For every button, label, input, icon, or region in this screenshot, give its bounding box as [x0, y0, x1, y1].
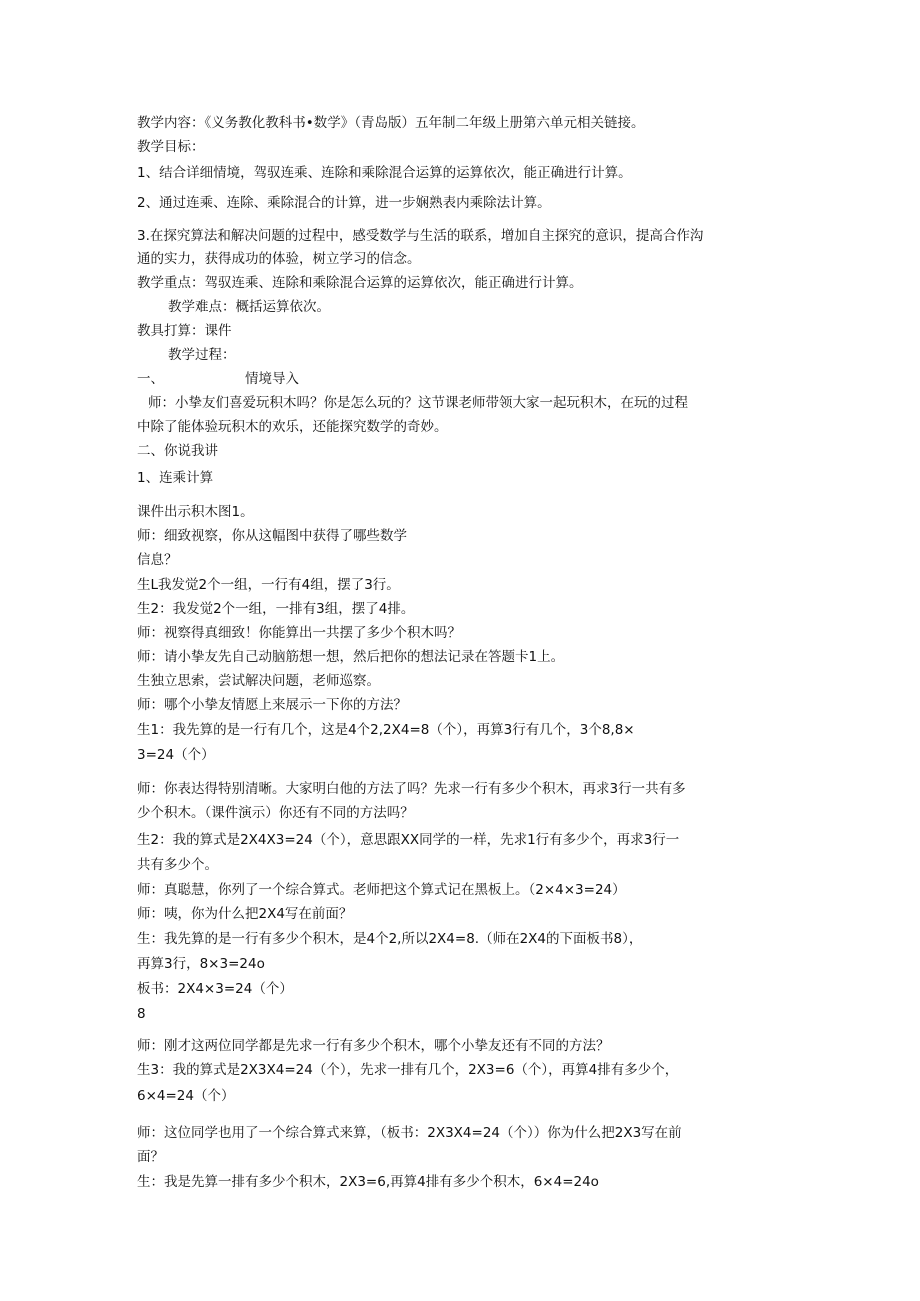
text-line: 教学内容：《义务教化教科书•数学》（青岛版）五年制二年级上册第六单元相关链接。 [137, 115, 645, 131]
text-line: 生2：我发觉2个一组，一排有3组，摆了4排。 [137, 601, 415, 617]
text-line: 师：这位同学也用了一个综合算式来算，（板书：2X3X4=24（个））你为什么把2X3写在前 [137, 1125, 682, 1141]
text-line: 师：请小挚友先自己动脑筋想一想，然后把你的想法记录在答题卡1上。 [137, 649, 565, 665]
text-line: 师：哪个小挚友情愿上来展示一下你的方法？ [137, 697, 407, 713]
text-line: 3.在探究算法和解决问题的过程中，感受数学与生活的联系，增加自主探究的意识，提高合作沟 [137, 228, 704, 244]
text-line: 师：小挚友们喜爱玩积木吗？你是怎么玩的？这节课老师带领大家一起玩积木，在玩的过程 [148, 395, 688, 411]
text-line: 信息？ [137, 552, 178, 568]
subsection-heading: 1、连乘计算 [137, 470, 214, 486]
text-line: 生2：我的算式是2X4X3=24（个），意思跟XX同学的一样，先求1行有多少个，再求3行一 [137, 832, 680, 848]
text-line: 生L我发觉2个一组，一行有4组，摆了3行。 [137, 577, 400, 593]
section-heading: 二、你说我讲 [137, 443, 218, 459]
text-line: 少个积木。（课件演示）你还有不同的方法吗？ [137, 805, 414, 821]
text-line: 通的实力，获得成功的体验，树立学习的信念。 [137, 251, 421, 267]
text-line: 教学难点：概括运算依次。 [168, 299, 330, 315]
board-note-value: 8 [137, 1006, 146, 1022]
board-note: 板书：2X4×3=24（个） [137, 981, 293, 997]
text-line: 师：细致视察，你从这幅图中获得了哪些数学 [137, 528, 407, 544]
text-line: 2、通过连乘、连除、乘除混合的计算，进一步娴熟表内乘除法计算。 [137, 195, 551, 211]
text-line: 生独立思索，尝试解决问题，老师巡察。 [137, 673, 380, 689]
section-number: 一、 [137, 371, 164, 387]
text-line: 师：咦，你为什么把2X4写在前面？ [137, 906, 353, 922]
text-line: 课件出示积木图1。 [137, 504, 254, 520]
text-line: 生：我先算的是一行有多少个积木，是4个2,所以2X4=8.（师在2X4的下面板书8）， [137, 931, 643, 947]
text-line: 生1：我先算的是一行有几个，这是4个2,2X4=8（个），再算3行有几个，3个8,8× [137, 722, 635, 738]
text-line: 生：我是先算一排有多少个积木，2X3=6,再算4排有多少个积木，6×4=24o [137, 1174, 599, 1190]
text-line: 师：视察得真细致！你能算出一共摆了多少个积木吗？ [137, 625, 461, 641]
text-line: 师：你表达得特别清晰。大家明白他的方法了吗？先求一行有多少个积木，再求3行一共有多 [137, 781, 686, 797]
text-line: 教学目标： [137, 139, 205, 155]
text-line: 师：刚才这两位同学都是先求一行有多少个积木，哪个小挚友还有不同的方法？ [137, 1038, 610, 1054]
text-line: 3=24（个） [137, 747, 215, 763]
text-line: 面？ [137, 1149, 164, 1165]
text-line: 共有多少个。 [137, 857, 218, 873]
text-line: 再算3行，8×3=24o [137, 956, 265, 972]
text-line: 1、结合详细情境，驾驭连乘、连除和乘除混合运算的运算依次，能正确进行计算。 [137, 165, 632, 181]
text-line: 中除了能体验玩积木的欢乐，还能探究数学的奇妙。 [137, 419, 448, 435]
text-line: 6×4=24（个） [137, 1088, 235, 1104]
section-heading: 情境导入 [245, 371, 299, 387]
text-line: 生3：我的算式是2X3X4=24（个），先求一排有几个，2X3=6（个），再算4排有多少个， [137, 1062, 679, 1078]
text-line: 师：真聪慧，你列了一个综合算式。老师把这个算式记在黑板上。（2×4×3=24） [137, 882, 626, 898]
text-line: 教学重点：驾驭连乘、连除和乘除混合运算的运算依次，能正确进行计算。 [137, 275, 583, 291]
text-line: 教具打算：课件 [137, 323, 232, 339]
text-line: 教学过程： [168, 347, 236, 363]
